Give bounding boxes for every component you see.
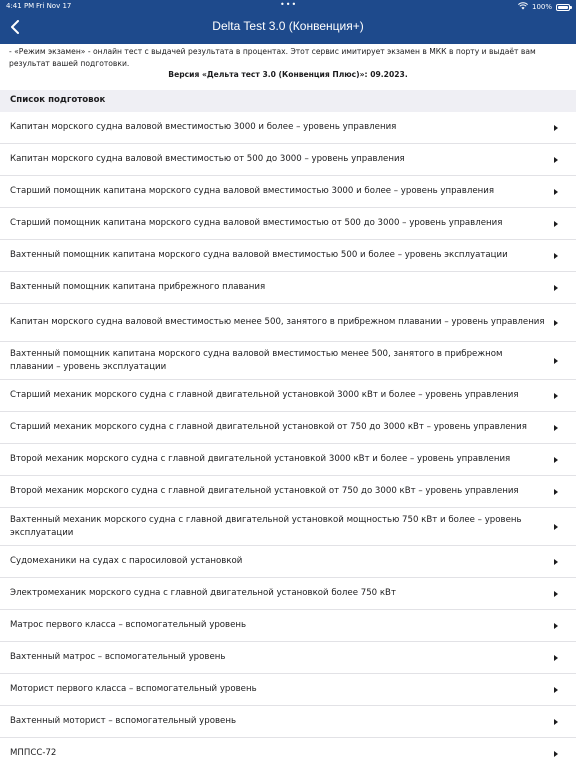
list-item[interactable] [0, 240, 576, 272]
chevron-right-icon [554, 655, 558, 661]
list-item[interactable] [0, 738, 576, 768]
list-item[interactable] [0, 112, 576, 144]
status-right [518, 2, 570, 12]
battery-level [558, 6, 568, 9]
chevron-right-icon [554, 189, 558, 195]
list-item-label: Капитан морского судна валовой вместимостью от 500 до 3000 – уровень управления [10, 154, 405, 164]
chevron-right-icon [554, 591, 558, 597]
list-item[interactable] [0, 578, 576, 610]
page-title: Delta Test 3.0 (Конвенция+) [212, 19, 364, 33]
list-item[interactable] [0, 444, 576, 476]
list-item[interactable] [0, 342, 576, 380]
list-item[interactable] [0, 176, 576, 208]
navigation-bar [0, 0, 576, 44]
intro-block [0, 44, 576, 90]
list-item-label: Старший механик морского судна с главной двигательной установкой 3000 кВт и более – уровень управления [10, 390, 519, 400]
list-item[interactable] [0, 674, 576, 706]
chevron-right-icon [554, 253, 558, 259]
list-item-label: Старший механик морского судна с главной двигательной установкой от 750 до 3000 кВт – уровень управления [10, 422, 527, 432]
status-time: 4:41 PM [6, 2, 35, 10]
list-item-label: Вахтенный помощник капитана морского судна валовой вместимостью менее 500, занятого в прибрежном плавании – уровень эксплуатации [10, 348, 503, 372]
status-date: Fri Nov 17 [36, 2, 72, 10]
list-item[interactable] [0, 208, 576, 240]
chevron-right-icon [554, 524, 558, 530]
list-item-label: Старший помощник капитана морского судна валовой вместимостью от 500 до 3000 – уровень управления [10, 218, 503, 228]
chevron-right-icon [554, 358, 558, 364]
list-item[interactable] [0, 642, 576, 674]
section-header [0, 90, 576, 112]
chevron-right-icon [554, 221, 558, 227]
list-item-label: Вахтенный помощник капитана прибрежного плавания [10, 282, 266, 292]
chevron-right-icon [554, 285, 558, 291]
list-item[interactable] [0, 706, 576, 738]
chevron-right-icon [554, 320, 558, 326]
status-bar [0, 0, 576, 12]
chevron-right-icon [554, 457, 558, 463]
chevron-right-icon [554, 559, 558, 565]
section-title: Список подготовок [10, 95, 106, 105]
list-item-label: Вахтенный механик морского судна с главной двигательной установкой мощностью 750 кВт и более – уровень эксплуатации [10, 514, 522, 538]
chevron-right-icon [554, 157, 558, 163]
list-item[interactable] [0, 610, 576, 642]
list-item[interactable] [0, 412, 576, 444]
list-item-label: Второй механик морского судна с главной двигательной установкой от 750 до 3000 кВт – уровень управления [10, 486, 519, 496]
chevron-right-icon [554, 751, 558, 757]
list-item[interactable] [0, 304, 576, 342]
list-item-label: Матрос первого класса – вспомогательный уровень [10, 620, 247, 630]
list-item-label: Моторист первого класса – вспомогательный уровень [10, 684, 257, 694]
version-text: Версия «Дельта тест 3.0 (Конвенция Плюс)»: 09.2023. [168, 70, 408, 79]
list-item-label: Второй механик морского судна с главной двигательной установкой 3000 кВт и более – уровень управления [10, 454, 511, 464]
chevron-right-icon [554, 719, 558, 725]
wifi-icon [518, 2, 528, 12]
list-item[interactable] [0, 144, 576, 176]
list-item-label: МППСС-72 [10, 748, 57, 758]
chevron-right-icon [554, 623, 558, 629]
list-item-label: Старший помощник капитана морского судна валовой вместимостью 3000 и более – уровень управления [10, 186, 495, 196]
list-item-label: Судомеханики на судах с паросиловой установкой [10, 556, 243, 566]
chevron-right-icon [554, 393, 558, 399]
multitasking-dots-icon[interactable]: ••• [280, 0, 298, 9]
battery-icon [556, 4, 570, 11]
list-item[interactable] [0, 272, 576, 304]
chevron-right-icon [554, 125, 558, 131]
training-list [0, 112, 576, 768]
list-item-label: Вахтенный моторист – вспомогательный уровень [10, 716, 237, 726]
list-item[interactable] [0, 380, 576, 412]
list-item[interactable] [0, 508, 576, 546]
list-item-label: Капитан морского судна валовой вместимостью менее 500, занятого в прибрежном плавании – уровень управления [10, 317, 545, 327]
list-item[interactable] [0, 546, 576, 578]
list-item-label: Электромеханик морского судна с главной двигательной установкой более 750 кВт [10, 588, 396, 598]
list-item-label: Капитан морского судна валовой вместимостью 3000 и более – уровень управления [10, 122, 397, 132]
chevron-right-icon [554, 425, 558, 431]
battery-percent: 100% [531, 3, 552, 11]
list-item-label: Вахтенный помощник капитана морского судна валовой вместимостью 500 и более – уровень эксплуатации [10, 250, 508, 260]
list-item-label: Вахтенный матрос – вспомогательный уровень [10, 652, 226, 662]
intro-text: - «Режим экзамен» - онлайн тест с выдачей результата в процентах. Этот сервис имитирует экзамен в МКК в порту и выдаёт вам результат вашей подготовки. [9, 47, 536, 68]
chevron-right-icon [554, 687, 558, 693]
list-item[interactable] [0, 476, 576, 508]
chevron-right-icon [554, 489, 558, 495]
